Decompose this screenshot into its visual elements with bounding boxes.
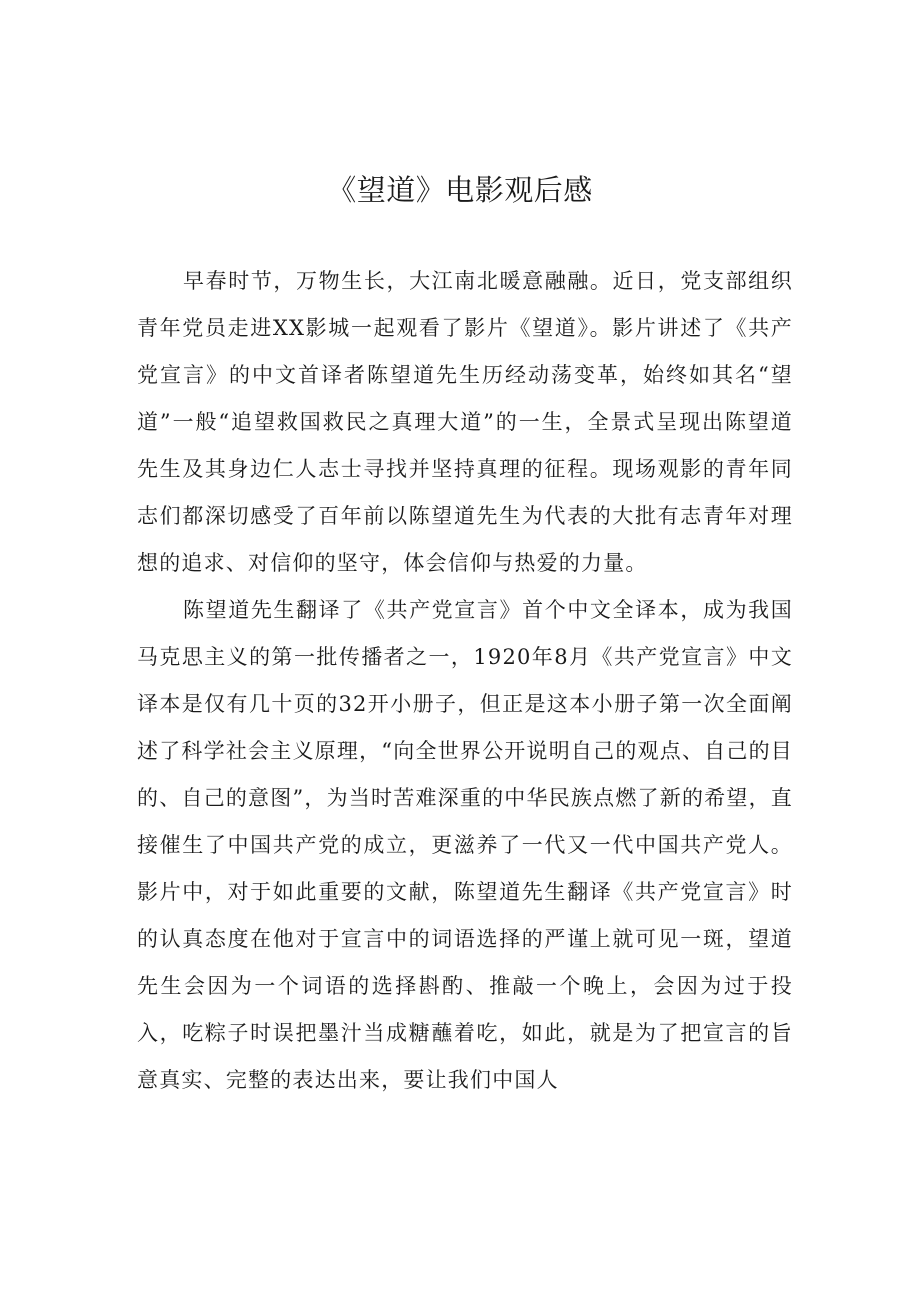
document-title: 《望道》电影观后感 xyxy=(327,173,593,207)
document-body xyxy=(137,258,793,1104)
paragraph-2: 陈望道先生翻译了《共产党宣言》首个中文全译本，成为我国马克思主义的第一批传播者之一，1920年8月《共产党宣言》中文译本是仅有几十页的32开小册子，但正是这本小册子第一次全面阐述了科学社会主义原理，“向全世界公开说明自己的观点、自己的目的、自己的意图”，为当时苦难深重的中华民族点燃了新的希望，直接催生了中国共产党的成立，更滋养了一代又一代中国共产党人。影片中，对于如此重要的文献，陈望道先生翻译《共产党宣言》时的认真态度在他对于宣言中的词语选择的严谨上就可见一斑，望道先生会因为一个词语的选择斟酌、推敲一个晚上，会因为过于投入，吃粽子时误把墨汁当成糖蘸着吃，如此，就是为了把宣言的旨意真实、完整的表达出来，要让我们中国人 xyxy=(137,598,793,1092)
paragraph-1: 早春时节，万物生长，大江南北暖意融融。近日，党支部组织青年党员走进XX影城一起观看了影片《望道》。影片讲述了《共产党宣言》的中文首译者陈望道先生历经动荡变革，始终如其名“望道”一般“追望救国救民之真理大道”的一生，全景式呈现出陈望道先生及其身边仁人志士寻找并坚持真理的征程。现场观影的青年同志们都深切感受了百年前以陈望道先生为代表的大批有志青年对理想的追求、对信仰的坚守，体会信仰与热爱的力量。 xyxy=(137,269,793,575)
